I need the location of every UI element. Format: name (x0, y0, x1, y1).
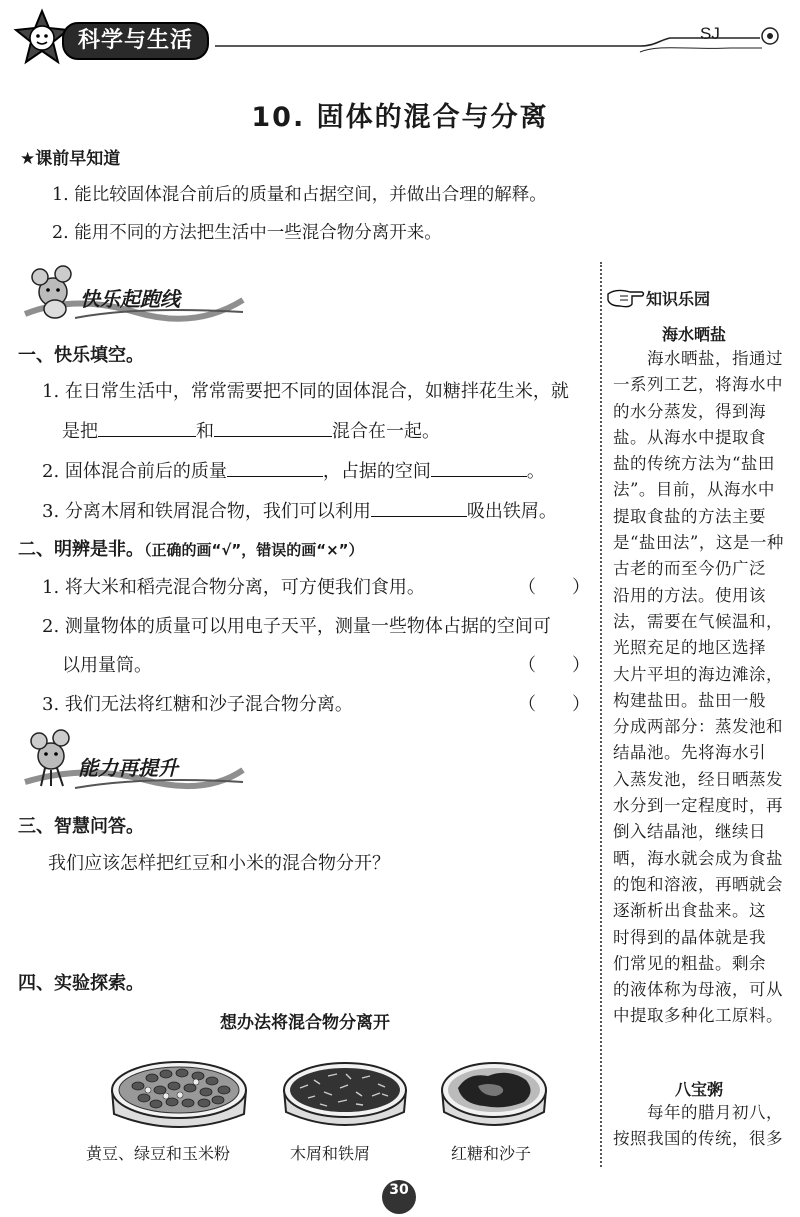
experiment-subtitle: 想办法将混合物分离开 (220, 1013, 390, 1033)
fill-q1-blank2[interactable] (214, 418, 332, 437)
fill-q2-blank2[interactable] (431, 458, 527, 477)
dish-beans-image (108, 1048, 250, 1140)
article1-line: 提取食盐的方法主要 (613, 506, 766, 526)
article1-line: 法”。目前，从海水中 (613, 480, 775, 500)
judge-q3: 3. 我们无法将红糖和沙子混合物分离。 (42, 694, 353, 715)
article1-line: 盐。从海水中提取食 (613, 427, 766, 447)
page-number: 30 (389, 1182, 409, 1198)
fill-q1-text-b: 和 (196, 421, 214, 442)
banner-fun-start: 快乐起跑线 (80, 287, 180, 311)
caption-sawdust: 木屑和铁屑 (290, 1144, 371, 1163)
section2-heading: 二、明辨是非。 (18, 539, 144, 560)
article2-line: 按照我国的传统，很多 (613, 1129, 783, 1149)
caption-sugar: 红糖和沙子 (451, 1144, 532, 1163)
article1-line: 分成两部分：蒸发池和 (613, 717, 783, 737)
section3-heading: 三、智慧问答。 (18, 816, 144, 837)
prelearn-heading: ★课前早知道 (20, 149, 121, 169)
sidebar-divider (600, 262, 602, 1167)
article1-title: 海水晒盐 (662, 325, 727, 344)
fill-q3-line (42, 497, 557, 523)
objective-2: 2. 能用不同的方法把生活中一些混合物分离开来。 (52, 223, 442, 243)
pointing-hand-icon (606, 286, 646, 310)
section1-heading: 一、快乐填空。 (18, 345, 144, 366)
article1-line: 水分到一定程度时，再 (613, 796, 783, 816)
article1-body (613, 346, 793, 1030)
fill-q2-text-a: 2. 固体混合前后的质量 (42, 461, 227, 482)
series-title: 科学与生活 (62, 22, 209, 60)
page-title: 10. 固体的混合与分离 (251, 102, 549, 133)
fill-q1-text-c: 混合在一起。 (332, 421, 440, 442)
article1-line: 的水分蒸发，得到海 (613, 401, 766, 421)
judge-q3-answer[interactable]: （ ） (518, 694, 590, 715)
article1-line: 盐的传统方法为“盐田 (613, 454, 775, 474)
article1-line: 的饱和溶液，再晒就会 (613, 874, 783, 894)
article1-line: 法，需要在气候温和， (613, 611, 783, 631)
qa-question: 我们应该怎样把红豆和小米的混合物分开？ (48, 853, 390, 874)
fill-q3-text-b: 吸出铁屑。 (466, 501, 557, 522)
objective-1: 1. 能比较固体混合前后的质量和占据空间，并做出合理的解释。 (52, 185, 547, 205)
article1-line: 是“盐田法”，这是一种 (613, 533, 784, 553)
article1-line: 构建盐田。盐田一般 (613, 690, 766, 710)
fill-q1-line2 (62, 417, 440, 443)
caption-beans: 黄豆、绿豆和玉米粉 (86, 1144, 231, 1163)
page-number-badge (382, 1180, 416, 1214)
fill-q3-blank[interactable] (371, 498, 467, 517)
judge-q2-answer[interactable]: （ ） (518, 655, 590, 676)
fill-q1-line1: 1. 在日常生活中，常常需要把不同的固体混合，如糖拌花生米，就 (42, 381, 569, 402)
section2-instruction: （正确的画“√”，错误的画“×”） (144, 541, 364, 559)
section4-heading: 四、实验探索。 (18, 973, 144, 994)
sidebar-label-row (606, 286, 710, 310)
fill-q2-line (42, 457, 545, 483)
banner-ability: 能力再提升 (78, 756, 178, 780)
fill-q2-text-c: 。 (526, 461, 545, 482)
article2-body (613, 1100, 793, 1153)
judge-q1: 1. 将大米和稻壳混合物分离，可方便我们食用。 (42, 577, 425, 598)
article1-line: 大片平坦的海边滩涂， (613, 664, 783, 684)
article1-line: 晒，海水就会成为食盐 (613, 848, 783, 868)
fill-q1-blank1[interactable] (98, 418, 196, 437)
fill-q2-blank1[interactable] (227, 458, 323, 477)
article1-line: 中提取多种化工原料。 (613, 1006, 783, 1026)
article1-line: 古老的而至今仍广泛 (613, 559, 766, 579)
article1-line: 沿用的方法。使用该 (613, 585, 766, 605)
series-code: SJ (700, 24, 720, 43)
article1-line: 逐渐析出食盐来。这 (613, 901, 766, 921)
article1-line: 入蒸发池，经日晒蒸发 (613, 769, 783, 789)
section2-heading-row (18, 535, 364, 561)
dish-sawdust-image (280, 1048, 410, 1140)
article1-line: 们常见的粗盐。剩余 (613, 953, 766, 973)
article1-line: 光照充足的地区选择 (613, 638, 766, 658)
fill-q1-text-a: 是把 (62, 421, 98, 442)
judge-q2-line2: 以用量筒。 (62, 655, 152, 676)
article2-line: 每年的腊月初八， (613, 1103, 783, 1122)
judge-q2-line1: 2. 测量物体的质量可以用电子天平，测量一些物体占据的空间可 (42, 616, 551, 637)
article1-line: 时得到的晶体就是我 (613, 927, 766, 947)
article1-line: 的液体称为母液，可从 (613, 980, 783, 1000)
sidebar-label: 知识乐园 (646, 289, 711, 309)
article1-line: 海水晒盐，指通过 (613, 349, 783, 368)
judge-q1-answer[interactable]: （ ） (518, 577, 590, 598)
article1-line: 结晶池。先将海水引 (613, 743, 766, 763)
fill-q2-text-b: ，占据的空间 (322, 461, 431, 482)
dish-sugar-image (438, 1048, 550, 1140)
article2-title: 八宝粥 (675, 1080, 724, 1099)
article1-line: 一系列工艺，将海水中 (613, 375, 783, 395)
fill-q3-text-a: 3. 分离木屑和铁屑混合物，我们可以利用 (42, 501, 371, 522)
article1-line: 倒入结晶池，继续日 (613, 822, 766, 842)
